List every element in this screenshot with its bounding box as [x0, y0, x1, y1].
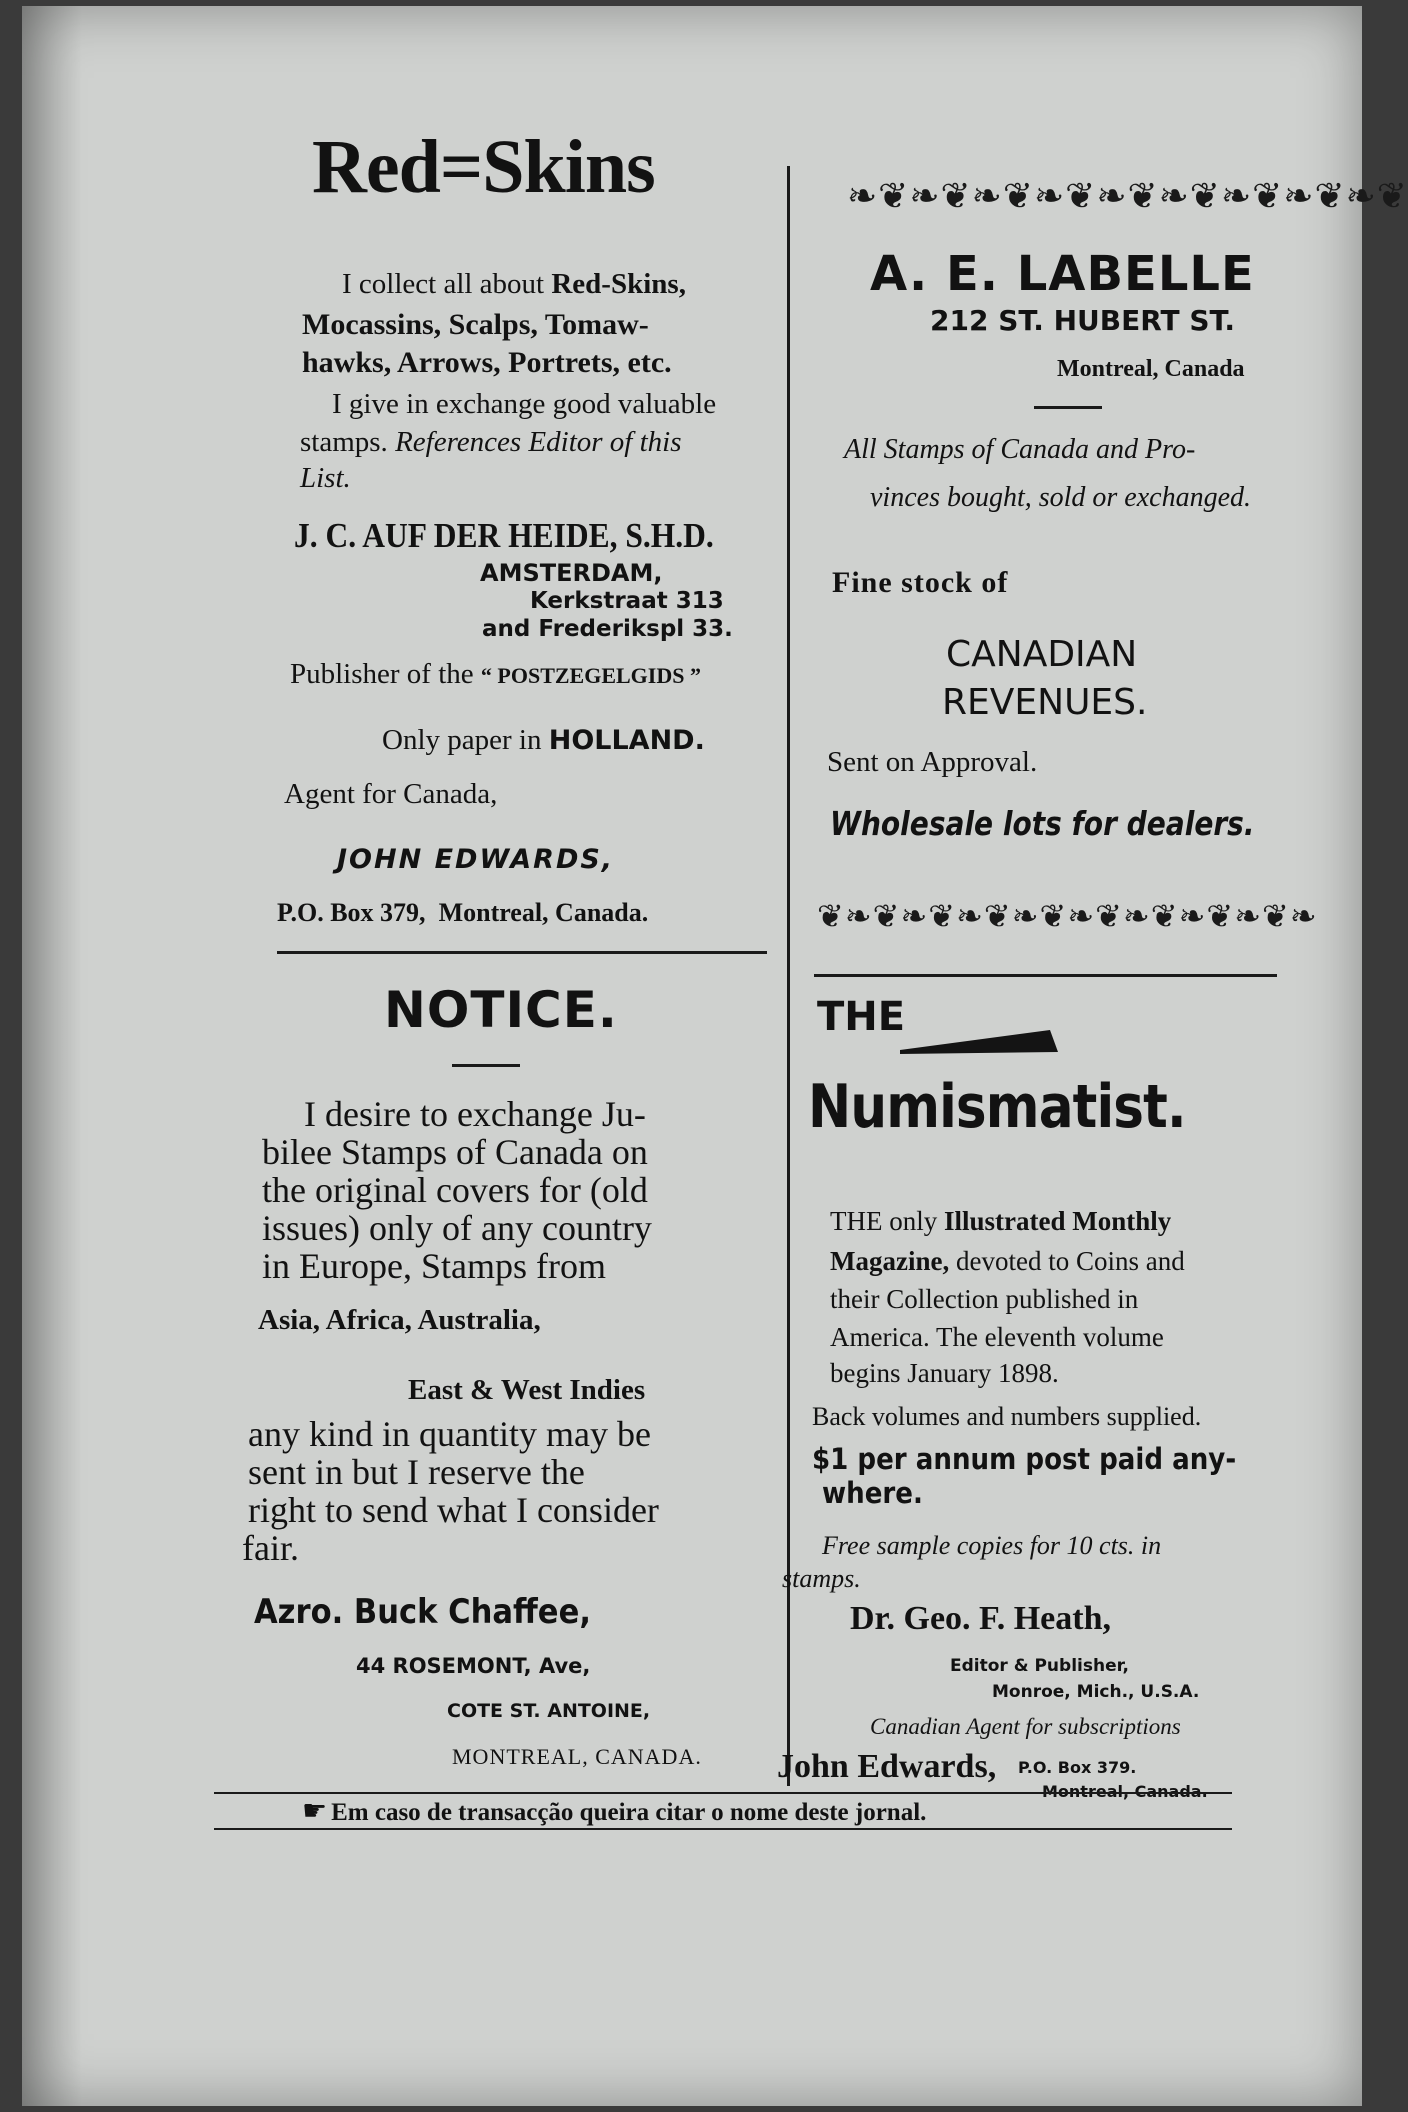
notice-address-3: MONTREAL, CANADA.	[452, 1744, 702, 1769]
numismatist-back-volumes: Back volumes and numbers supplied.	[812, 1402, 1202, 1431]
labelle-street: 212 ST. HUBERT ST.	[930, 304, 1236, 337]
footer-text: Em caso de transacção queira citar o nome deste jornal.	[331, 1799, 927, 1826]
labelle-canadian: CANADIAN	[946, 634, 1138, 675]
redskins-line2: Mocassins, Scalps, Tomaw-	[302, 308, 649, 341]
notice-line-1: I desire to exchange Ju-	[304, 1094, 646, 1134]
labelle-wholesale: Wholesale lots for dealers.	[830, 804, 1255, 843]
notice-line-7: sent in but I reserve the	[248, 1452, 585, 1492]
redskins-agent-name: JOHN EDWARDS,	[337, 844, 615, 875]
redskins-agent-box: P.O. Box 379, Montreal, Canada.	[277, 898, 649, 927]
numismatist-desc-4: America. The eleventh volume	[830, 1322, 1164, 1352]
column-divider	[787, 166, 790, 1786]
notice-line-9: fair.	[242, 1528, 299, 1568]
footer-note	[302, 1794, 926, 1827]
notice-title: NOTICE.	[384, 981, 618, 1039]
labelle-revenues: REVENUES.	[942, 682, 1148, 723]
numismatist-the: THE	[817, 994, 906, 1040]
redskins-agent: Agent for Canada,	[284, 778, 498, 810]
redskins-only-paper: Only paper in HOLLAND.	[382, 724, 705, 756]
labelle-approval: Sent on Approval.	[827, 746, 1038, 778]
notice-line-4: issues) only of any country	[262, 1208, 652, 1248]
numismatist-sample-2: stamps.	[782, 1564, 861, 1593]
redskins-publisher: Publisher of the “ POSTZEGELGIDS ”	[290, 658, 701, 690]
redskins-line1: I collect all about Red-Skins,	[342, 268, 686, 300]
labelle-stamps-2: vinces bought, sold or exchanged.	[870, 482, 1252, 513]
labelle-fine-stock: Fine stock of	[832, 566, 1009, 599]
numismatist-price-1: $1 per annum post paid any-	[812, 1442, 1237, 1476]
page	[22, 6, 1408, 2106]
labelle-city: Montreal, Canada	[1057, 356, 1245, 382]
notice-address-2: COTE ST. ANTOINE,	[447, 1700, 651, 1722]
pointing-hand-icon: ☛	[302, 1794, 328, 1827]
labelle-rule	[1034, 406, 1102, 409]
notice-underline	[452, 1064, 520, 1067]
pointer-arrow-icon	[900, 1030, 1060, 1056]
redskins-line4: I give in exchange good valuable	[332, 388, 717, 420]
notice-regions-2: East & West Indies	[408, 1374, 646, 1406]
notice-line-2: bilee Stamps of Canada on	[262, 1132, 648, 1172]
notice-line-3: the original covers for (old	[262, 1170, 648, 1210]
redskins-address-2: and Frederikspl 33.	[482, 616, 733, 642]
ornament-top: ❧❦❧❦❧❦❧❦❧❦❧❦❧❦❧❦❧❦	[847, 176, 1408, 217]
numismatist-desc-1: THE only Illustrated Monthly	[830, 1206, 1172, 1236]
numismatist-price-2: where.	[822, 1476, 923, 1510]
ornament-bottom: ❦❧❦❧❦❧❦❧❦❧❦❧❦❧❦❧❦❧	[817, 897, 1318, 935]
numismatist-desc-5: begins January 1898.	[830, 1358, 1059, 1388]
numismatist-desc-2: Magazine, devoted to Coins and	[830, 1246, 1185, 1276]
right-separator	[814, 974, 1277, 977]
notice-line-5: in Europe, Stamps from	[262, 1246, 606, 1286]
numismatist-agent-line: Canadian Agent for subscriptions	[870, 1714, 1181, 1739]
numismatist-title: Numismatist.	[808, 1072, 1186, 1142]
notice-contact-name: Azro. Buck Chaffee,	[254, 1592, 591, 1632]
numismatist-location: Monroe, Mich., U.S.A.	[992, 1682, 1200, 1702]
redskins-line6: List.	[300, 462, 351, 494]
notice-line-6: any kind in quantity may be	[248, 1414, 651, 1454]
redskins-address-1: Kerkstraat 313	[530, 588, 724, 614]
notice-address-1: 44 ROSEMONT, Ave,	[356, 1654, 591, 1678]
notice-line-8: right to send what I consider	[248, 1490, 659, 1530]
redskins-title: Red=Skins	[312, 125, 655, 209]
numismatist-agent-name: John Edwards,	[777, 1748, 997, 1785]
numismatist-agent-box: P.O. Box 379.	[1018, 1758, 1137, 1777]
redskins-line3: hawks, Arrows, Portrets, etc.	[302, 346, 672, 379]
numismatist-role: Editor & Publisher,	[950, 1656, 1129, 1676]
left-separator	[277, 951, 767, 954]
redskins-line5: stamps. References Editor of this	[300, 426, 682, 458]
numismatist-desc-3: their Collection published in	[830, 1284, 1139, 1314]
redskins-contact-name: J. C. AUF DER HEIDE, S.H.D.	[294, 516, 714, 555]
footer-rule-bottom	[214, 1828, 1232, 1830]
notice-regions-1: Asia, Africa, Australia,	[258, 1304, 541, 1336]
labelle-name: A. E. LABELLE	[870, 246, 1255, 302]
numismatist-sample-1: Free sample copies for 10 cts. in	[822, 1531, 1162, 1560]
labelle-stamps-1: All Stamps of Canada and Pro-	[844, 434, 1196, 465]
redskins-city: AMSTERDAM,	[480, 559, 663, 587]
numismatist-editor: Dr. Geo. F. Heath,	[850, 1600, 1111, 1637]
